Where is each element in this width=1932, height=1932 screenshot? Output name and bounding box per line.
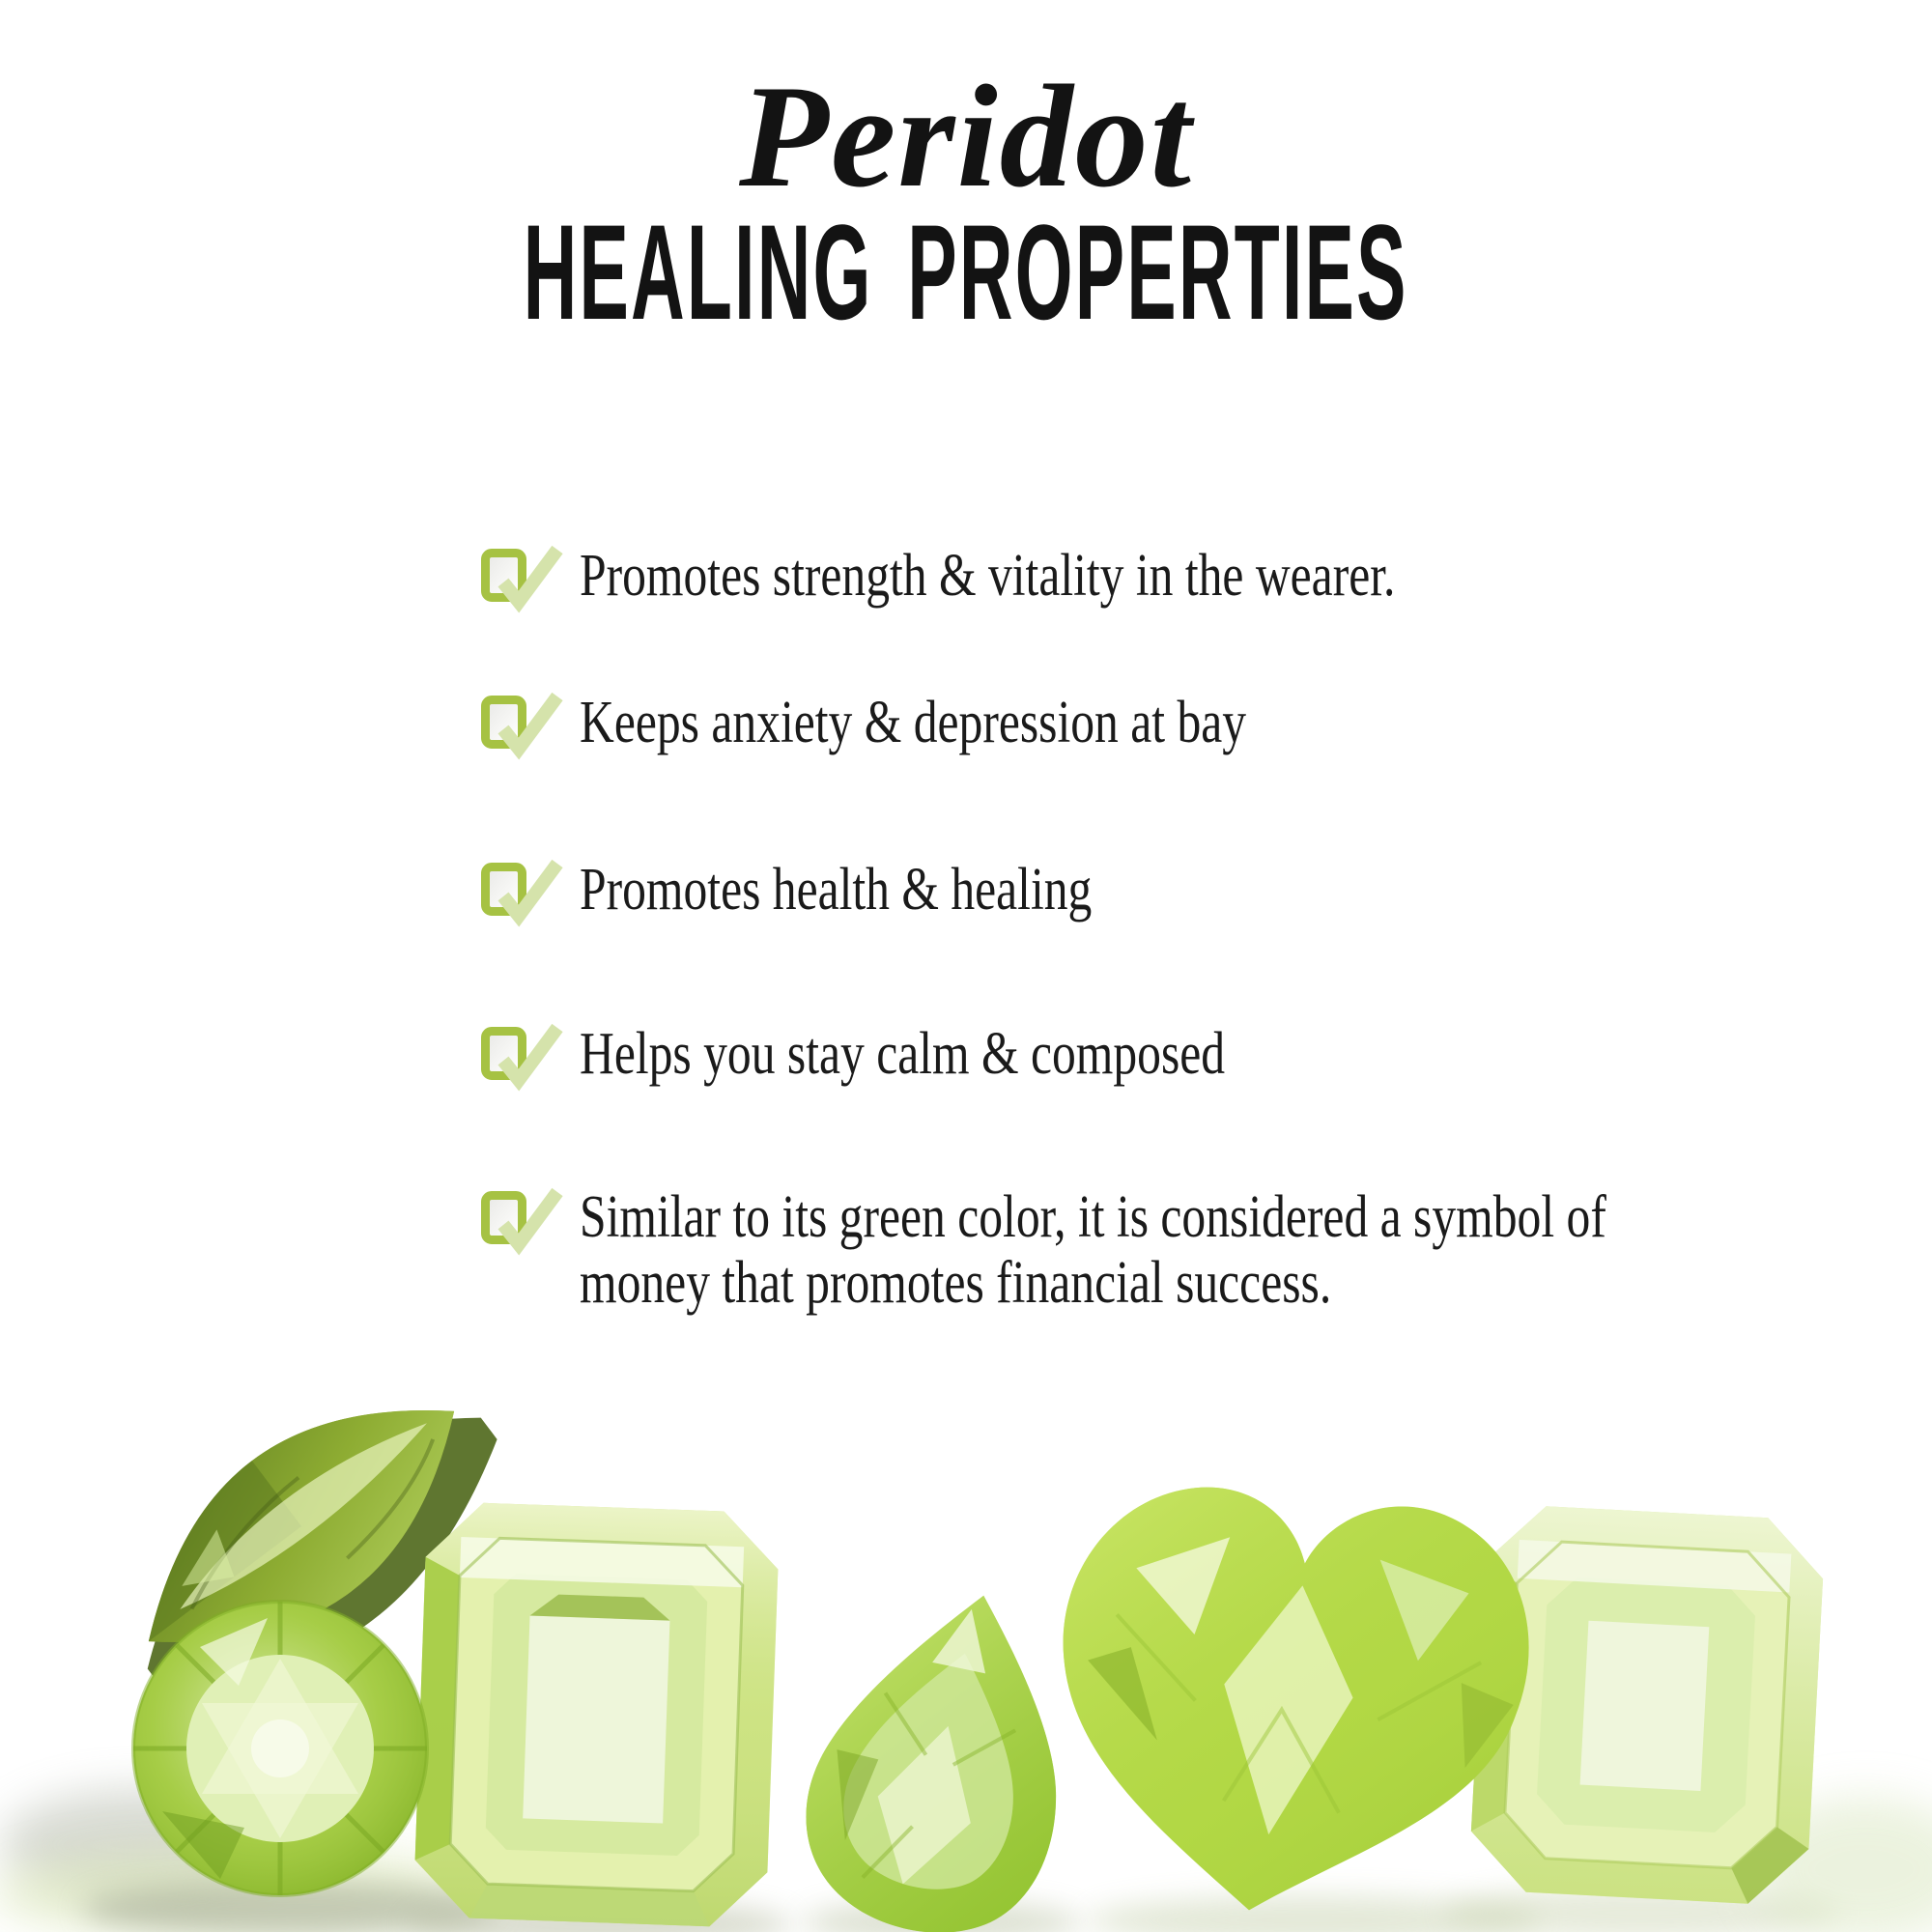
checkmark-icon — [486, 1020, 563, 1097]
checklist-item-label: Similar to its green color, it is considered a symbol of money that promotes financial success. — [580, 1184, 1606, 1316]
checkmark-icon — [486, 542, 563, 619]
checked-checkbox-icon — [481, 549, 526, 602]
square-step-cut-gem — [1468, 1503, 1826, 1907]
checklist-item-label: Promotes health & healing — [580, 857, 1093, 923]
checklist-item — [481, 542, 1600, 610]
heart-cut-gem — [1037, 1472, 1543, 1932]
pear-cut-gem — [780, 1564, 1111, 1932]
peridot-gemstones-photo — [0, 1391, 1932, 1932]
checklist-item — [481, 1184, 1932, 1316]
checkmark-icon — [486, 856, 563, 933]
checked-checkbox-icon — [481, 863, 526, 916]
checklist-item — [481, 856, 1220, 923]
round-brilliant-gem — [133, 1602, 427, 1895]
checklist-item-label: Helps you stay calm & composed — [580, 1021, 1226, 1087]
page-subtitle: HEALING PROPERTIES — [524, 196, 1408, 348]
page-title: Peridot — [739, 55, 1193, 217]
checklist-item — [481, 1020, 1386, 1088]
checked-checkbox-icon — [481, 1191, 526, 1244]
checklist-item — [481, 689, 1413, 756]
checklist-item-label: Keeps anxiety & depression at bay — [580, 690, 1247, 755]
emerald-cut-gem — [413, 1501, 781, 1928]
checked-checkbox-icon — [481, 1027, 526, 1080]
checkmark-icon — [486, 1184, 563, 1262]
checklist-item-label: Promotes strength & vitality in the wearer. — [580, 543, 1396, 609]
checkmark-icon — [486, 689, 563, 766]
checked-checkbox-icon — [481, 696, 526, 749]
